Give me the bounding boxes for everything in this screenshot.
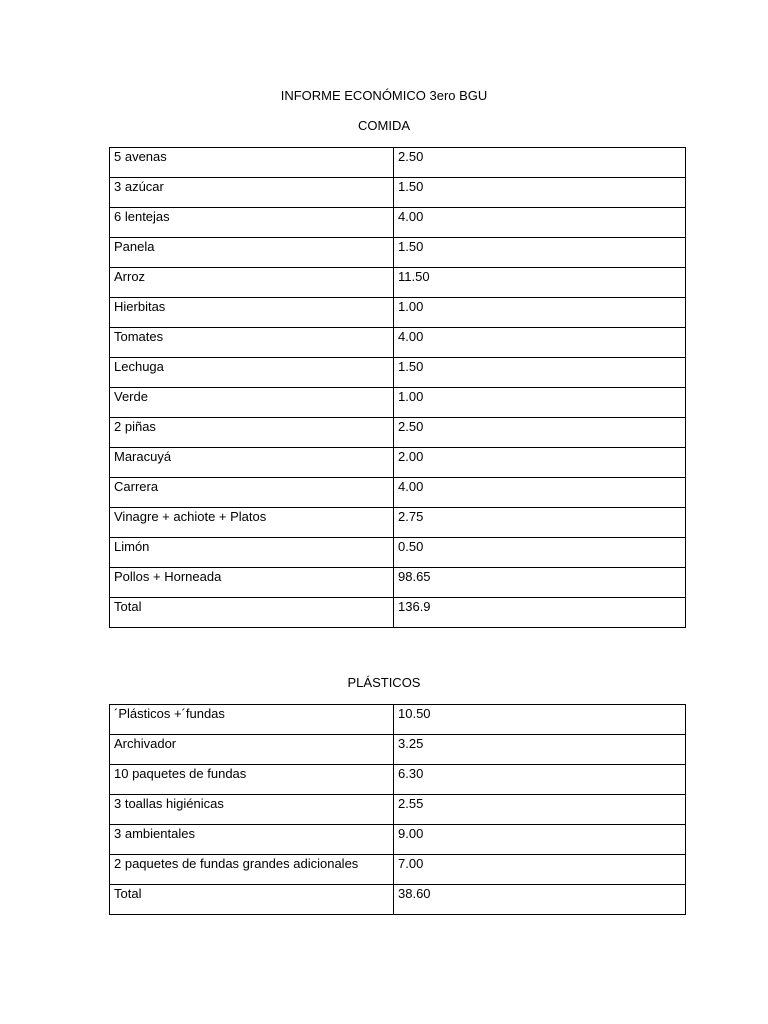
plasticos-table-body [110, 705, 686, 915]
table-row [110, 735, 686, 765]
table-row [110, 885, 686, 915]
table-row [110, 178, 686, 208]
comida-section-title: COMIDA [358, 118, 410, 133]
item-cell: Vinagre + achiote + Platos [110, 508, 394, 538]
amount-cell: 98.65 [394, 568, 686, 598]
item-cell: Total [110, 885, 394, 915]
amount-cell: 38.60 [394, 885, 686, 915]
table-row [110, 418, 686, 448]
amount-cell: 4.00 [394, 328, 686, 358]
item-cell: Tomates [110, 328, 394, 358]
table-row [110, 238, 686, 268]
item-cell: 2 paquetes de fundas grandes adicionales [110, 855, 394, 885]
amount-cell: 4.00 [394, 208, 686, 238]
item-cell: 6 lentejas [110, 208, 394, 238]
item-cell: Hierbitas [110, 298, 394, 328]
table-row [110, 765, 686, 795]
plasticos-table [109, 704, 686, 915]
item-cell: Verde [110, 388, 394, 418]
item-cell: 5 avenas [110, 148, 394, 178]
item-cell: Limón [110, 538, 394, 568]
amount-cell: 2.50 [394, 418, 686, 448]
item-cell: 3 toallas higiénicas [110, 795, 394, 825]
table-row [110, 148, 686, 178]
item-cell: Arroz [110, 268, 394, 298]
amount-cell: 7.00 [394, 855, 686, 885]
amount-cell: 1.00 [394, 298, 686, 328]
comida-table-body [110, 148, 686, 628]
amount-cell: 1.50 [394, 358, 686, 388]
item-cell: Archivador [110, 735, 394, 765]
table-row [110, 508, 686, 538]
amount-cell: 11.50 [394, 268, 686, 298]
table-row [110, 705, 686, 735]
table-row [110, 568, 686, 598]
table-row [110, 298, 686, 328]
item-cell: Carrera [110, 478, 394, 508]
amount-cell: 6.30 [394, 765, 686, 795]
table-row [110, 448, 686, 478]
amount-cell: 2.55 [394, 795, 686, 825]
amount-cell: 10.50 [394, 705, 686, 735]
table-row [110, 268, 686, 298]
amount-cell: 9.00 [394, 825, 686, 855]
amount-cell: 1.00 [394, 388, 686, 418]
document-title: INFORME ECONÓMICO 3ero BGU [280, 88, 488, 103]
table-row [110, 208, 686, 238]
item-cell: 3 azúcar [110, 178, 394, 208]
amount-cell: 1.50 [394, 178, 686, 208]
amount-cell: 2.75 [394, 508, 686, 538]
item-cell: Panela [110, 238, 394, 268]
table-row [110, 598, 686, 628]
amount-cell: 4.00 [394, 478, 686, 508]
table-row [110, 825, 686, 855]
amount-cell: 136.9 [394, 598, 686, 628]
item-cell: 3 ambientales [110, 825, 394, 855]
table-row [110, 388, 686, 418]
item-cell: Total [110, 598, 394, 628]
amount-cell: 0.50 [394, 538, 686, 568]
item-cell: Pollos + Horneada [110, 568, 394, 598]
amount-cell: 2.50 [394, 148, 686, 178]
table-row [110, 328, 686, 358]
table-row [110, 855, 686, 885]
amount-cell: 1.50 [394, 238, 686, 268]
amount-cell: 2.00 [394, 448, 686, 478]
table-row [110, 795, 686, 825]
table-row [110, 538, 686, 568]
item-cell: ´Plásticos +´fundas [110, 705, 394, 735]
item-cell: Lechuga [110, 358, 394, 388]
item-cell: 10 paquetes de fundas [110, 765, 394, 795]
table-row [110, 358, 686, 388]
amount-cell: 3.25 [394, 735, 686, 765]
item-cell: 2 piñas [110, 418, 394, 448]
plasticos-section-title: PLÁSTICOS [347, 675, 421, 690]
table-row [110, 478, 686, 508]
item-cell: Maracuyá [110, 448, 394, 478]
comida-table [109, 147, 686, 628]
